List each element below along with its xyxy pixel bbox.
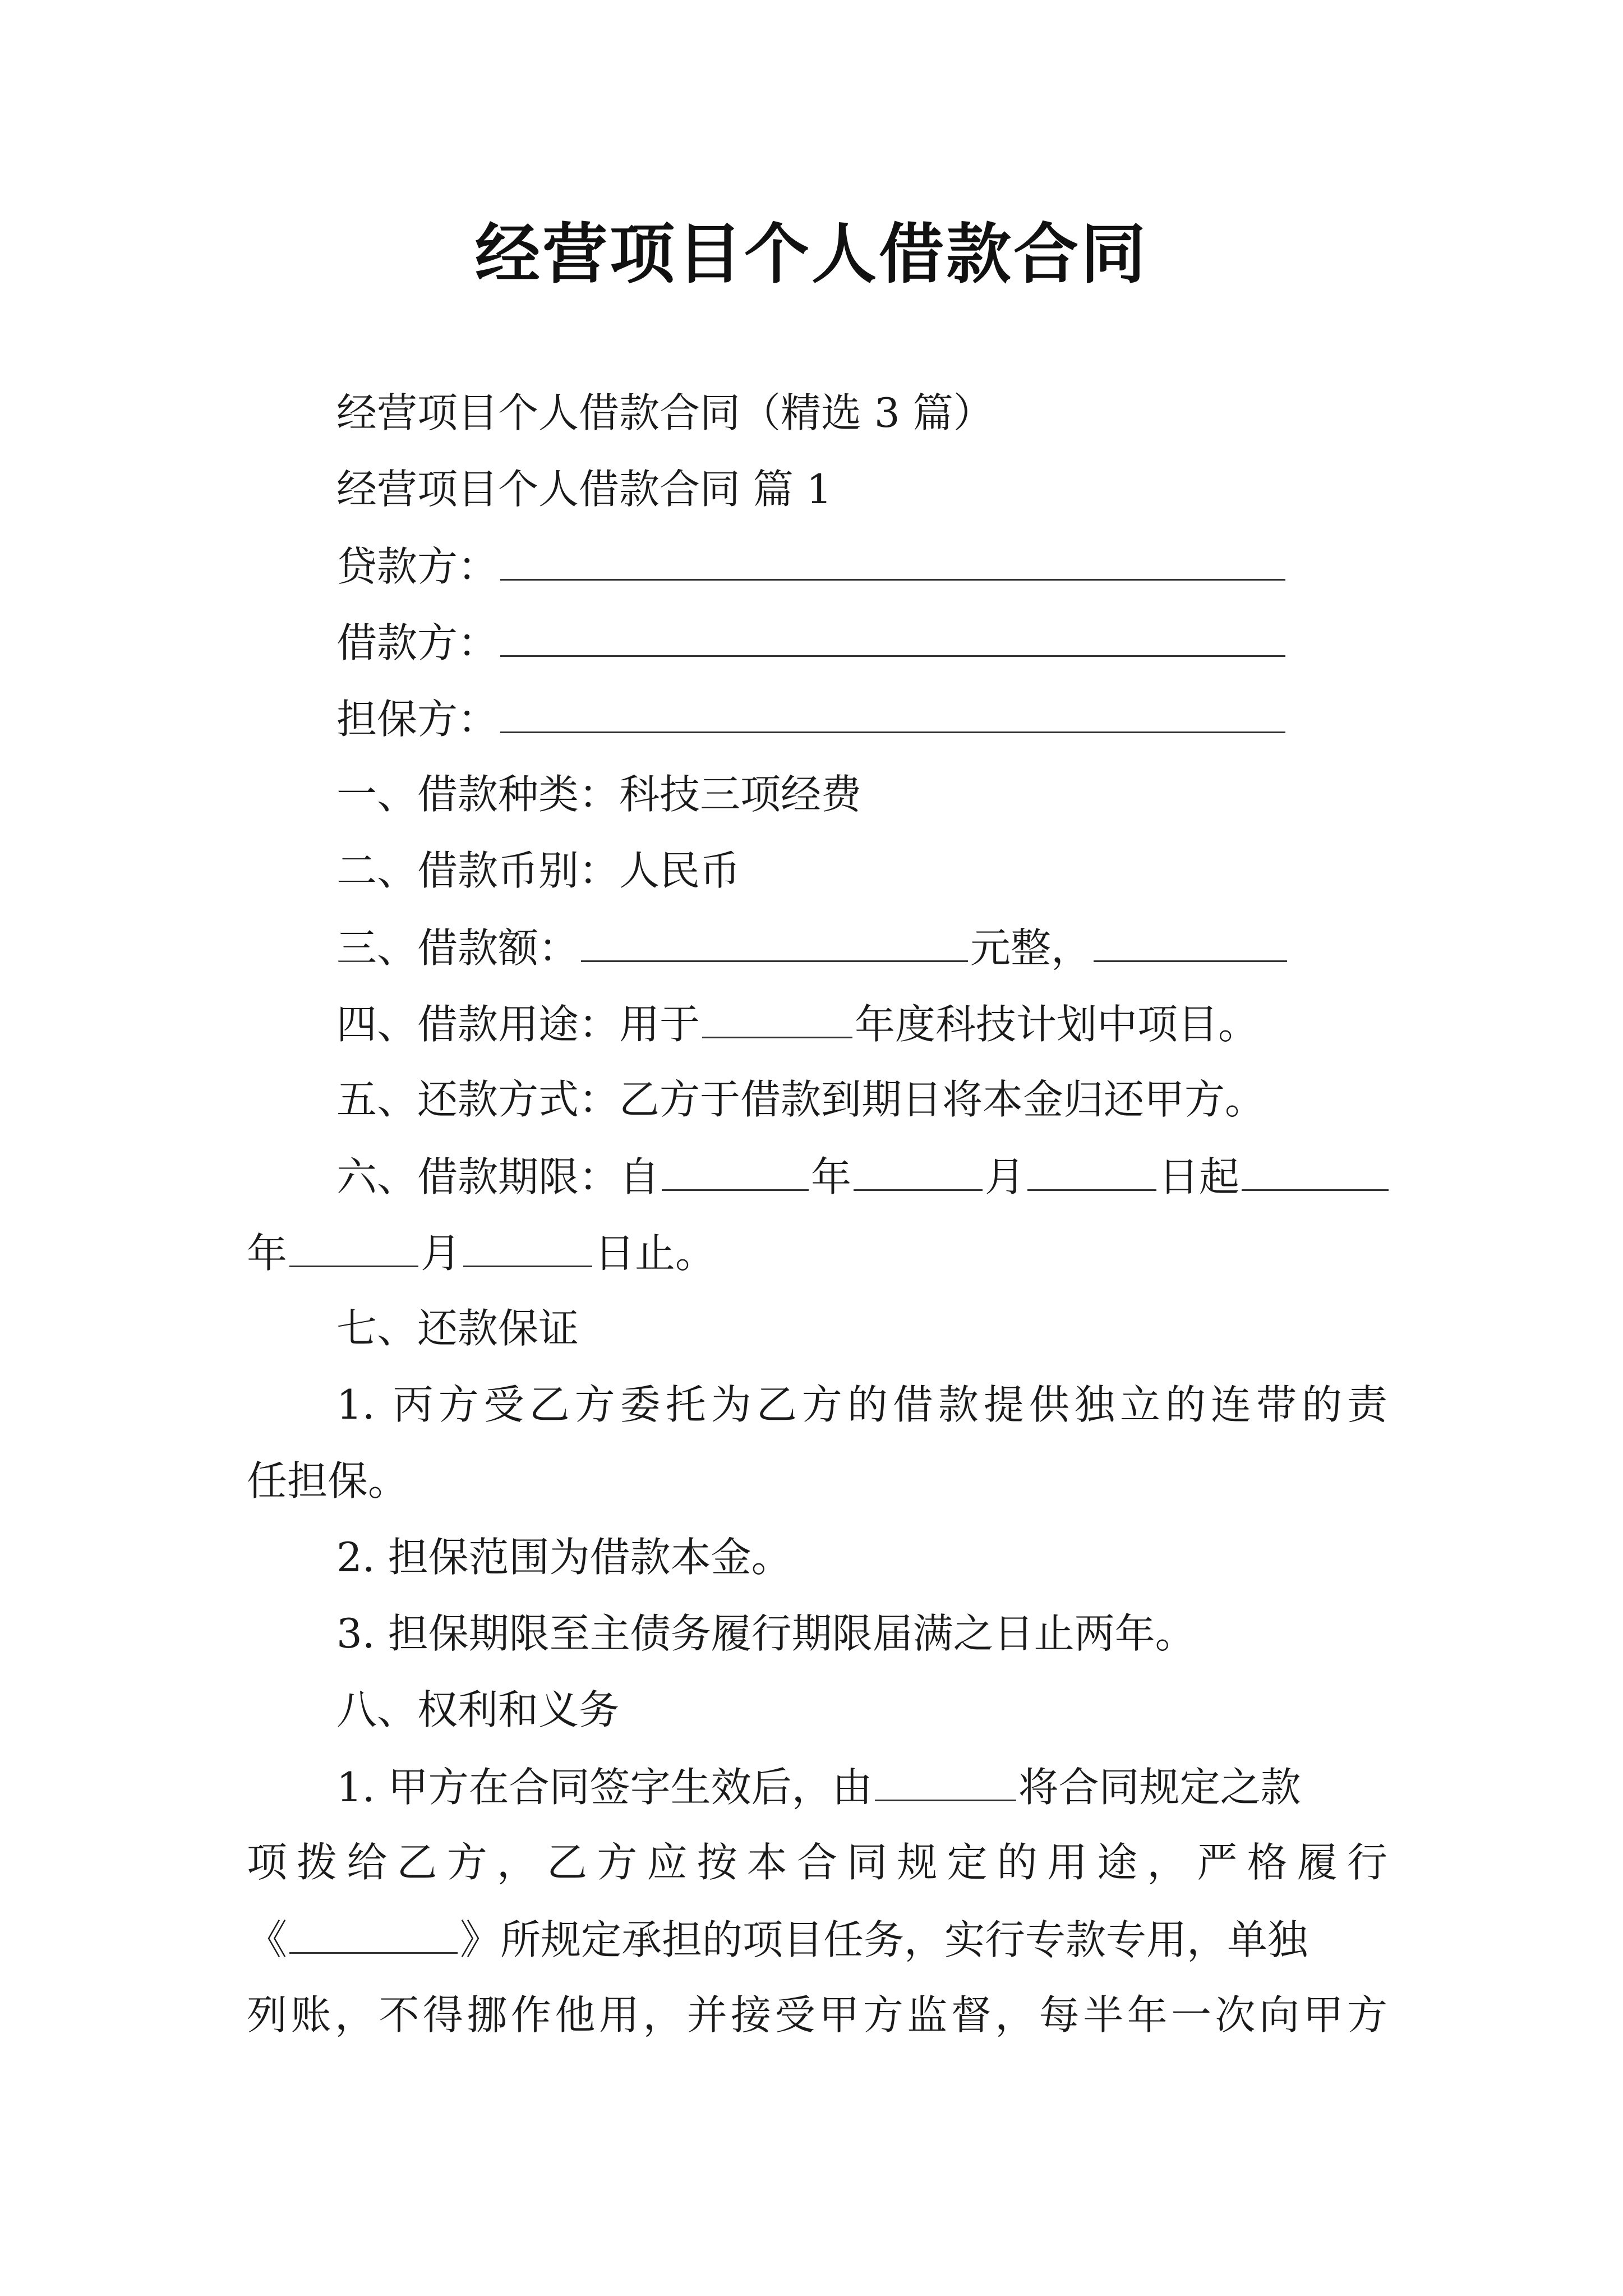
- clause-8-1-line-1: [336, 1764, 1301, 1811]
- year-blank: [702, 1003, 852, 1038]
- end-month-text: 月: [421, 1230, 462, 1277]
- end-month-blank: [289, 1232, 418, 1267]
- clause-7-heading: 七、还款保证: [336, 1305, 579, 1352]
- clause-6-label: 六、借款期限：自: [336, 1153, 660, 1200]
- agreement-name-blank: [289, 1918, 458, 1954]
- guarantor-line: [336, 696, 1288, 743]
- end-day-blank: [463, 1232, 592, 1267]
- start-month-blank: [854, 1156, 983, 1191]
- amount-words-blank: [1094, 927, 1287, 962]
- end-year-blank: [1242, 1156, 1389, 1191]
- clause-8-1-line-3-text: 》所规定承担的项目任务，实行专款专用，单独: [460, 1916, 1308, 1963]
- clause-5: 五、还款方式：乙方于借款到期日将本金归还甲方。: [336, 1076, 1266, 1123]
- month-text: 月: [985, 1153, 1026, 1200]
- amount-blank: [581, 927, 968, 962]
- clause-6-line-2: [247, 1230, 716, 1277]
- clause-3-unit: 元整，: [970, 924, 1092, 972]
- clause-6-line-1: [336, 1153, 1391, 1200]
- clause-3-label: 三、借款额：: [336, 924, 579, 972]
- clause-8-1-line-3: [247, 1916, 1308, 1963]
- bracket-open: 《: [247, 1916, 288, 1963]
- year-text: 年: [811, 1153, 852, 1200]
- clause-2: 二、借款币别：人民币: [336, 847, 741, 894]
- clause-7-2: 2. 担保范围为借款本金。: [336, 1534, 792, 1581]
- borrower-label: 借款方：: [336, 619, 499, 666]
- document-subtitle: 经营项目个人借款合同（精选 3 篇）: [336, 389, 994, 436]
- section-heading: 经营项目个人借款合同 篇 1: [336, 466, 832, 513]
- lender-label: 贷款方：: [336, 543, 499, 590]
- clause-4: [336, 1001, 1259, 1048]
- clause-8-1-line-2: 项拨给乙方，乙方应按本合同规定的用途，严格履行: [247, 1839, 1387, 1886]
- guarantor-blank: [500, 698, 1285, 733]
- clause-4-rest: 年度科技计划中项目。: [855, 1001, 1259, 1048]
- clause-8-1-line-4: 列账，不得挪作他用，并接受甲方监督，每半年一次向甲方: [247, 1991, 1387, 2039]
- document-title: 经营项目个人借款合同: [475, 216, 1148, 292]
- clause-1: 一、借款种类：科技三项经费: [336, 771, 862, 818]
- start-year-blank: [662, 1156, 809, 1191]
- borrower-line: [336, 619, 1288, 666]
- guarantor-label: 担保方：: [336, 696, 499, 743]
- start-text: 日起: [1159, 1153, 1240, 1200]
- lender-line: [336, 543, 1288, 590]
- end-text: 日止。: [594, 1230, 716, 1277]
- clause-4-label: 四、借款用途：用于: [336, 1001, 700, 1048]
- clause-8-1-start: 1. 甲方在合同签字生效后，由: [336, 1764, 873, 1811]
- clause-3: [336, 924, 1289, 972]
- start-day-blank: [1027, 1156, 1156, 1191]
- borrower-blank: [500, 622, 1285, 657]
- lender-blank: [500, 545, 1285, 581]
- clause-7-1-line-2: 任担保。: [247, 1457, 409, 1504]
- clause-7-1-line-1: 1. 丙方受乙方委托为乙方的借款提供独立的连带的责: [336, 1381, 1387, 1428]
- clause-8-1-end: 将合同规定之款: [1018, 1764, 1301, 1811]
- clause-8-heading: 八、权利和义务: [336, 1686, 620, 1733]
- disbursing-party-blank: [875, 1766, 1016, 1801]
- clause-7-3: 3. 担保期限至主债务履行期限届满之日止两年。: [336, 1610, 1196, 1657]
- end-year-text: 年: [247, 1230, 288, 1277]
